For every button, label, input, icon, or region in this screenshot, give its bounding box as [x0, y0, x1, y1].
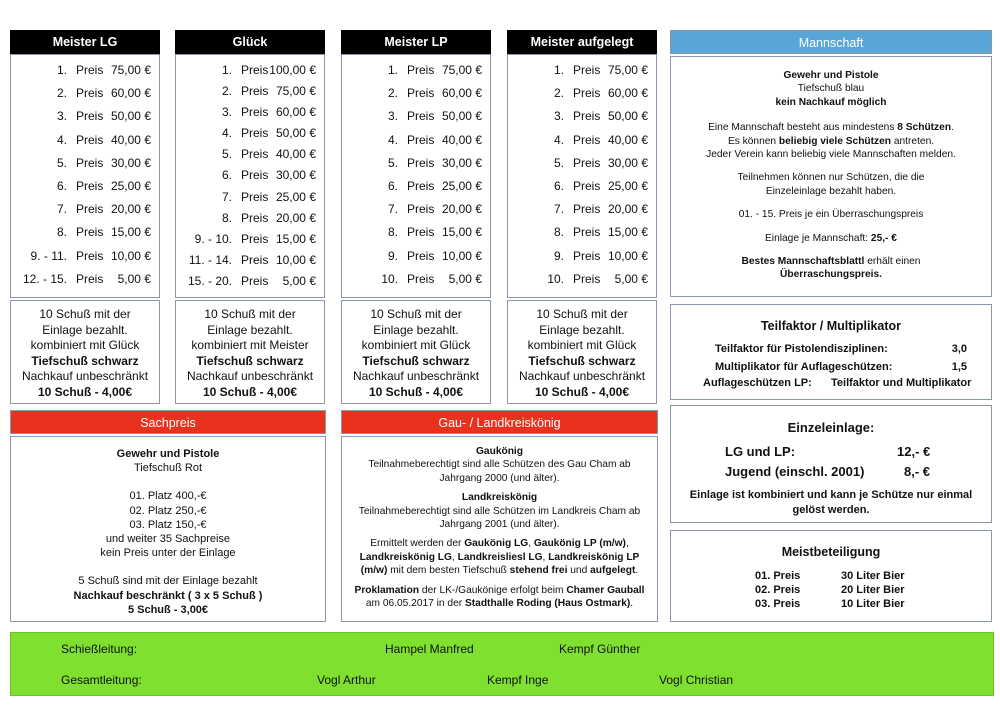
- prize-word: Preis: [241, 147, 269, 162]
- gl-ck-header: Glück: [175, 30, 325, 54]
- prize-row: [176, 188, 324, 206]
- prize-word: Preis: [573, 109, 601, 124]
- prize-word: Preis: [573, 155, 601, 170]
- rule-line: Tiefschuß schwarz: [196, 353, 304, 368]
- prize-value: 5,00 €: [614, 271, 648, 286]
- prize-word: Preis: [76, 179, 104, 193]
- prize-word: Preis: [407, 132, 435, 147]
- prize-value: 20,00 €: [110, 202, 151, 217]
- prize-word: Preis: [76, 109, 104, 124]
- rule-line: 10 Schuß mit der: [39, 307, 131, 321]
- prize-word: Preis: [407, 179, 435, 193]
- einzeleinlage-value-2: 8,- €: [904, 464, 931, 479]
- prize-row: [176, 166, 324, 184]
- prize-word: Preis: [407, 86, 435, 101]
- prize-value: 25,00 €: [275, 189, 316, 204]
- prize-row: [508, 200, 656, 218]
- sachpreis-box: [10, 436, 326, 622]
- prize-place: 3.: [553, 109, 564, 124]
- rule-line: Einlage bezahlt.: [42, 322, 128, 337]
- prize-word: Preis: [573, 132, 601, 147]
- prize-place: 5.: [56, 155, 67, 170]
- prize-place: 4.: [221, 126, 232, 141]
- prize-place: 6.: [387, 179, 398, 193]
- prize-row: [176, 272, 324, 290]
- prize-value: 75,00 €: [607, 63, 648, 77]
- prize-place: 10.: [547, 271, 564, 286]
- prize-word: Preis: [76, 202, 104, 217]
- prize-place: 8.: [553, 225, 564, 240]
- prize-place: 7.: [553, 202, 564, 217]
- rule-line: kombiniert mit Glück: [527, 338, 637, 352]
- prize-value: 25,00 €: [110, 179, 151, 193]
- prize-row: [11, 177, 159, 195]
- rule-line: Nachkauf unbeschränkt: [21, 369, 149, 383]
- prize-place: 6.: [56, 179, 67, 193]
- rule-line: Einlage bezahlt.: [539, 322, 625, 337]
- prize-place: 2.: [221, 84, 232, 99]
- prize-word: Preis: [241, 210, 269, 225]
- prize-place: 5.: [221, 147, 232, 162]
- meister-lg-rules-box: [10, 300, 160, 404]
- prize-row: [508, 154, 656, 172]
- prize-place: 2.: [387, 86, 398, 101]
- rule-line: Nachkauf unbeschränkt: [186, 369, 314, 383]
- meister-lg-prize-box: [10, 54, 160, 298]
- prize-place: 3.: [221, 105, 232, 120]
- prize-row: [176, 61, 324, 79]
- prize-place: 2.: [553, 86, 564, 101]
- prize-value: 30,00 €: [275, 168, 316, 183]
- prize-row: [508, 247, 656, 265]
- prize-value: 5,00 €: [117, 271, 151, 286]
- prize-word: Preis: [573, 271, 601, 286]
- meistbeteiligung-prize-3: 10 Liter Bier: [841, 598, 905, 610]
- gesamtleitung-label: Gesamtleitung:: [61, 673, 142, 687]
- teilfaktor-label-2: Multiplikator für Auflageschützen:: [715, 361, 893, 373]
- prize-value: 5,00 €: [282, 273, 316, 288]
- prize-row: [11, 247, 159, 265]
- gau-heading-landkreiskoenig: Landkreiskönig: [461, 492, 538, 504]
- rule-line: kombiniert mit Glück: [30, 338, 140, 352]
- schiessleitung-name-1: Hampel Manfred: [385, 642, 474, 656]
- teilfaktor-value-2: 1,5: [951, 361, 967, 373]
- prize-row: [11, 270, 159, 288]
- einzeleinlage-label-1: LG und LP:: [725, 444, 796, 459]
- prize-value: 25,00 €: [607, 179, 648, 193]
- prize-row: [11, 154, 159, 172]
- prize-word: Preis: [76, 155, 104, 170]
- einzeleinlage-value-1: 12,- €: [897, 444, 931, 459]
- rule-line: 10 Schuß mit der: [370, 307, 462, 321]
- prize-row: [176, 209, 324, 227]
- prize-place: 5.: [553, 155, 564, 170]
- rule-line: 10 Schuß - 4,00€: [368, 384, 464, 399]
- einzeleinlage-label-2: Jugend (einschl. 2001): [725, 464, 865, 479]
- sachpreis-place-1: 01. Platz 400,-€: [129, 490, 207, 503]
- mannschaft-line2: Tiefschuß blau: [797, 83, 865, 95]
- meistbeteiligung-place-3: 03. Preis: [755, 598, 801, 610]
- prize-row: [11, 200, 159, 218]
- gau-text-gaukoenig: Teilnahmeberechtigt sind alle Schützen des Gau Cham ab Jahrgang 2000 (und älter).: [368, 459, 631, 484]
- sachpreis-place-3: 03. Platz 150,-€: [129, 518, 207, 531]
- schiessleitung-name-2: Kempf Günther: [559, 642, 641, 656]
- prize-word: Preis: [407, 271, 435, 286]
- prize-row: [342, 270, 490, 288]
- prize-row: [11, 61, 159, 79]
- prize-value: 50,00 €: [607, 109, 648, 124]
- prize-word: Preis: [407, 225, 435, 240]
- prize-value: 60,00 €: [275, 105, 316, 120]
- prize-value: 50,00 €: [110, 109, 151, 124]
- prize-row: [11, 84, 159, 102]
- prize-word: Preis: [407, 63, 435, 77]
- teilfaktor-title: Teilfaktor / Multiplikator: [760, 319, 902, 333]
- meistbeteiligung-box: [670, 530, 992, 622]
- prize-value: 40,00 €: [110, 132, 151, 147]
- prize-value: 15,00 €: [441, 225, 482, 240]
- gau-header: Gau- / Landkreiskönig: [341, 410, 658, 434]
- sachpreis-line4: kein Preis unter der Einlage: [100, 547, 236, 560]
- prize-row: [508, 61, 656, 79]
- gau-text-landkreiskoenig: Teilnahmeberechtigt sind alle Schützen im Landkreis Cham ab Jahrgang 2001 (und älter).: [358, 505, 641, 531]
- rule-line: 10 Schuß mit der: [204, 307, 296, 321]
- prize-row: [176, 230, 324, 248]
- mannschaft-einlage: Einlage je Mannschaft: 25,- €: [765, 232, 897, 244]
- prize-value: 15,00 €: [110, 225, 151, 240]
- gau-ermittelt-text: Ermittelt werden der Gaukönig LG, Gaukönig LP (m/w), Landkreiskönig LG, Landkreisliesl LG, Landkreiskönig LP (m/w) mit dem besten Tiefschuß stehend frei und aufgelegt.: [359, 538, 640, 577]
- rule-line: 10 Schuß - 4,00€: [37, 384, 133, 399]
- meister-lp-header: Meister LP: [341, 30, 491, 54]
- prize-row: [176, 103, 324, 121]
- prize-place: 7.: [56, 202, 67, 217]
- prize-value: 20,00 €: [275, 210, 316, 225]
- prize-value: 40,00 €: [441, 132, 482, 147]
- gl-ck-rules-box: [175, 300, 325, 404]
- prize-place: 4.: [553, 132, 564, 147]
- prize-value: 30,00 €: [607, 155, 648, 170]
- teilfaktor-label-1: Teilfaktor für Pistolendisziplinen:: [715, 343, 888, 355]
- gau-proklamation-text: Proklamation der LK-/Gaukönige erfolgt beim Chamer Gauball am 06.05.2017 in der Stadthalle Roding (Haus Ostmark).: [354, 584, 645, 610]
- prize-word: Preis: [241, 273, 269, 288]
- mannschaft-paragraph-2: Teilnehmen können nur Schützen, die die Einzeleinlage bezahlt haben.: [737, 172, 925, 197]
- sachpreis-line3: und weiter 35 Sachpreise: [105, 533, 231, 546]
- prize-row: [508, 84, 656, 102]
- prize-value: 25,00 €: [441, 179, 482, 193]
- prize-word: Preis: [76, 63, 104, 77]
- prize-word: Preis: [573, 202, 601, 217]
- prize-place: 1.: [553, 63, 564, 77]
- prize-word: Preis: [241, 126, 269, 141]
- prize-row: [11, 107, 159, 125]
- prize-row: [342, 200, 490, 218]
- prize-word: Preis: [573, 179, 601, 193]
- einzeleinlage-title: Einzeleinlage:: [787, 420, 875, 435]
- prize-value: 75,00 €: [441, 63, 482, 77]
- rule-line: Einlage bezahlt.: [373, 322, 459, 337]
- rule-line: 10 Schuß - 4,00€: [534, 384, 630, 399]
- rule-line: Tiefschuß schwarz: [528, 353, 636, 368]
- gau-box: [341, 436, 658, 622]
- prize-place: 9. - 11.: [30, 248, 67, 263]
- prize-row: [342, 131, 490, 149]
- rule-line: 10 Schuß mit der: [536, 307, 628, 321]
- einzeleinlage-note: Einlage ist kombiniert und kann je Schütze nur einmal gelöst werden.: [689, 489, 973, 516]
- prize-value: 10,00 €: [441, 248, 482, 263]
- prize-value: 50,00 €: [441, 109, 482, 124]
- mannschaft-paragraph-3: 01. - 15. Preis je ein Überraschungspreis: [738, 209, 924, 221]
- prize-row: [508, 177, 656, 195]
- prize-word: Preis: [573, 63, 601, 77]
- prize-value: 75,00 €: [275, 84, 316, 99]
- rule-line: kombiniert mit Glück: [361, 338, 471, 352]
- rule-line: 10 Schuß - 4,00€: [202, 384, 298, 399]
- mannschaft-box: [670, 56, 992, 297]
- prize-row: [342, 154, 490, 172]
- sachpreis-line6: Nachkauf beschränkt ( 3 x 5 Schuß ): [73, 589, 263, 602]
- gesamtleitung-name-3: Vogl Christian: [659, 673, 734, 687]
- prize-place: 4.: [56, 132, 67, 147]
- gesamtleitung-name-2: Kempf Inge: [487, 673, 549, 687]
- prize-value: 60,00 €: [110, 86, 151, 101]
- meister-aufgelegt-header: Meister aufgelegt: [507, 30, 657, 54]
- prize-word: Preis: [407, 109, 435, 124]
- prize-value: 20,00 €: [607, 202, 648, 217]
- rule-line: Einlage bezahlt.: [207, 322, 293, 337]
- prize-place: 5.: [387, 155, 398, 170]
- sachpreis-header: Sachpreis: [10, 410, 326, 434]
- prize-place: 8.: [387, 225, 398, 240]
- gau-heading-gaukoenig: Gaukönig: [476, 446, 523, 457]
- prize-place: 3.: [56, 109, 67, 124]
- rule-line: Tiefschuß schwarz: [362, 353, 470, 368]
- mannschaft-line3: kein Nachkauf möglich: [775, 96, 887, 108]
- rule-line: Nachkauf unbeschränkt: [352, 369, 480, 383]
- prize-word: Preis: [573, 248, 601, 263]
- prize-value: 10,00 €: [607, 248, 648, 263]
- prize-row: [342, 107, 490, 125]
- footer-bar: [10, 632, 994, 696]
- prize-row: [176, 145, 324, 163]
- meister-aufgelegt-prize-box: [507, 54, 657, 298]
- prize-place: 2.: [56, 86, 67, 101]
- prize-word: Preis: [241, 63, 269, 77]
- mannschaft-paragraph-1: Eine Mannschaft besteht aus mindestens 8 Schützen. Es können beliebig viele Schützen antreten. Jeder Verein kann beliebig viele Mannschaften melden.: [706, 122, 956, 161]
- prize-word: Preis: [241, 252, 269, 267]
- prize-word: Preis: [76, 248, 104, 263]
- prize-row: [342, 84, 490, 102]
- sachpreis-line2: Tiefschuß Rot: [133, 462, 203, 475]
- prize-place: 3.: [387, 109, 398, 124]
- prize-value: 20,00 €: [441, 202, 482, 217]
- einzeleinlage-box: [670, 405, 992, 523]
- gesamtleitung-name-1: Vogl Arthur: [317, 673, 376, 687]
- prize-row: [508, 223, 656, 241]
- prize-value: 60,00 €: [607, 86, 648, 101]
- meistbeteiligung-place-1: 01. Preis: [755, 570, 801, 582]
- prize-word: Preis: [407, 155, 435, 170]
- teilfaktor-value-3: Teilfaktor und Multiplikator: [831, 377, 972, 389]
- prize-place: 1.: [56, 63, 67, 77]
- sachpreis-line5: 5 Schuß sind mit der Einlage bezahlt: [78, 575, 258, 588]
- prize-place: 7.: [221, 189, 232, 204]
- schiessleitung-label: Schießleitung:: [61, 642, 138, 656]
- prize-value: 30,00 €: [110, 155, 151, 170]
- sachpreis-line7: 5 Schuß - 3,00€: [127, 603, 209, 616]
- prize-value: 10,00 €: [275, 252, 316, 267]
- mannschaft-line1: Gewehr und Pistole: [783, 70, 879, 81]
- prize-row: [342, 247, 490, 265]
- sachpreis-place-2: 02. Platz 250,-€: [129, 504, 207, 517]
- prize-row: [176, 82, 324, 100]
- prize-word: Preis: [241, 231, 269, 246]
- prize-word: Preis: [241, 84, 269, 99]
- prize-row: [342, 223, 490, 241]
- prize-word: Preis: [241, 105, 269, 120]
- prize-value: 75,00 €: [110, 63, 151, 77]
- prize-word: Preis: [76, 225, 104, 240]
- meistbeteiligung-title: Meistbeteiligung: [781, 545, 881, 559]
- teilfaktor-value-1: 3,0: [951, 343, 967, 355]
- prize-row: [508, 131, 656, 149]
- mannschaft-header: Mannschaft: [670, 30, 992, 54]
- prize-word: Preis: [407, 202, 435, 217]
- prize-word: Preis: [76, 86, 104, 101]
- meister-lg-header: Meister LG: [10, 30, 160, 54]
- sachpreis-line1: Gewehr und Pistole: [116, 448, 220, 460]
- prize-place: 8.: [221, 210, 232, 225]
- meister-aufgelegt-rules-box: [507, 300, 657, 404]
- meistbeteiligung-prize-1: 30 Liter Bier: [841, 570, 905, 582]
- prize-row: [342, 177, 490, 195]
- prize-value: 40,00 €: [607, 132, 648, 147]
- prize-value: 60,00 €: [441, 86, 482, 101]
- prize-place: 6.: [553, 179, 564, 193]
- mannschaft-bestes-blattl: Bestes Mannschaftsblattl erhält einen Überraschungspreis.: [741, 256, 921, 281]
- meistbeteiligung-prize-2: 20 Liter Bier: [841, 584, 905, 596]
- prize-word: Preis: [241, 189, 269, 204]
- prize-place: 6.: [221, 168, 232, 183]
- prize-row: [508, 107, 656, 125]
- prize-row: [342, 61, 490, 79]
- prize-place: 9. - 10.: [194, 231, 232, 246]
- prize-row: [176, 251, 324, 269]
- prize-value: 15,00 €: [275, 231, 316, 246]
- prize-row: [11, 131, 159, 149]
- prize-value: 50,00 €: [275, 126, 316, 141]
- teilfaktor-box: [670, 304, 992, 400]
- prize-word: Preis: [241, 168, 269, 183]
- prize-place: 8.: [56, 225, 67, 240]
- gl-ck-prize-box: [175, 54, 325, 298]
- prize-place: 1.: [387, 63, 398, 77]
- prize-row: [176, 124, 324, 142]
- rule-line: Nachkauf unbeschränkt: [518, 369, 646, 383]
- rule-line: kombiniert mit Meister: [191, 338, 309, 352]
- prize-value: 15,00 €: [607, 225, 648, 240]
- prize-place: 9.: [387, 248, 398, 263]
- prize-place: 9.: [553, 248, 564, 263]
- prize-value: 40,00 €: [275, 147, 316, 162]
- prize-place: 15. - 20.: [187, 273, 232, 288]
- prize-place: 10.: [381, 271, 398, 286]
- prize-row: [508, 270, 656, 288]
- prize-value: 100,00 €: [269, 63, 316, 77]
- meistbeteiligung-place-2: 02. Preis: [755, 584, 801, 596]
- prize-place: 7.: [387, 202, 398, 217]
- prize-value: 30,00 €: [441, 155, 482, 170]
- prize-place: 4.: [387, 132, 398, 147]
- prize-value: 10,00 €: [110, 248, 151, 263]
- prize-word: Preis: [573, 86, 601, 101]
- prize-word: Preis: [76, 271, 104, 286]
- prize-place: 12. - 15.: [22, 271, 67, 286]
- prize-place: 1.: [221, 63, 232, 77]
- teilfaktor-label-3: Auflageschützen LP:: [703, 377, 812, 389]
- prize-row: [11, 223, 159, 241]
- meister-lp-rules-box: [341, 300, 491, 404]
- meister-lp-prize-box: [341, 54, 491, 298]
- prize-word: Preis: [573, 225, 601, 240]
- prize-word: Preis: [407, 248, 435, 263]
- prize-word: Preis: [76, 132, 104, 147]
- prize-value: 5,00 €: [448, 271, 482, 286]
- prize-place: 11. - 14.: [188, 252, 232, 267]
- rule-line: Tiefschuß schwarz: [31, 353, 139, 368]
